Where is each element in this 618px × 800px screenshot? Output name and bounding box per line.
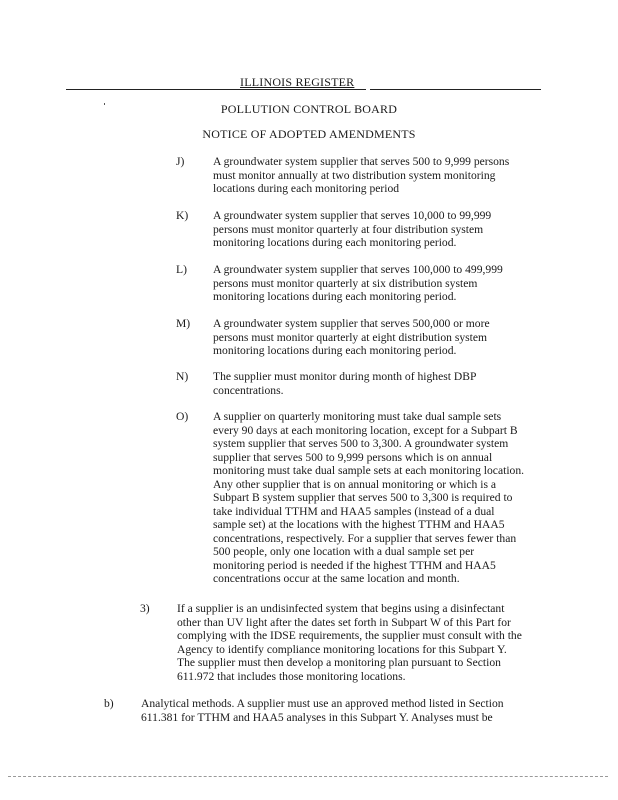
item-text: A groundwater system supplier that serves 100,000 to 499,999 persons must monitor quarterly at six distribution system monitoring locations during each monitoring period.: [213, 263, 503, 303]
item-text: The supplier must monitor during month of highest DBP concentrations.: [213, 370, 477, 397]
board-title: POLLUTION CONTROL BOARD: [220, 102, 398, 116]
register-title: ILLINOIS REGISTER: [240, 75, 355, 89]
notice-title: NOTICE OF ADOPTED AMENDMENTS: [202, 127, 416, 141]
item-marker: O): [176, 410, 189, 423]
paragraph-text: If a supplier is an undisinfected system that begins using a disinfectant other than UV light after the dates set forth in Subpart W of this Part for complying with the IDSE requirements, the supplier must consult with the Agency to identify compliance monitoring locations for this Subpart Y. The supplier must then develop a monitoring plan pursuant to Section 611.972 that includes those monitoring locations.: [177, 602, 522, 683]
item-text: A groundwater system supplier that serves 500,000 or more persons must monitor quarterly at eight distribution system monitoring locations during each monitoring period.: [213, 317, 490, 357]
scan-edge-rule: [8, 776, 608, 777]
header-rule-right: [370, 89, 541, 90]
paragraph-text: Analytical methods. A supplier must use an approved method listed in Section 611.381 for TTHM and HAA5 analyses in this Subpart Y. Analyses must be: [141, 697, 504, 724]
paragraph-marker: b): [104, 697, 114, 710]
item-marker: N): [176, 370, 189, 383]
item-marker: K): [176, 209, 189, 222]
item-text: A groundwater system supplier that serves 500 to 9,999 persons must monitor annually at two distribution system monitoring locations during each monitoring period: [213, 155, 510, 195]
paragraph-marker: 3): [140, 602, 150, 615]
item-text: A groundwater system supplier that serves 10,000 to 99,999 persons must monitor quarterly at four distribution system monitoring locations during each monitoring period.: [213, 209, 492, 249]
item-marker: M): [176, 317, 191, 330]
item-text: A supplier on quarterly monitoring must take dual sample sets every 90 days at each monitoring location, except for a Subpart B system supplier that serves 500 to 3,300. A groundwater system supplier that serves 500 to 9,999 persons which is on annual monitoring must take dual sample sets at each monitoring location. Any other supplier that is on annual monitoring or which is a Subpart B system supplier that serves 500 to 3,300 is required to take individual TTHM and HAA5 samples (instead of a dual sample set) at the locations with the highest TTHM and HAA5 concentrations, respectively. For a supplier that serves fewer than 500 people, only one location with a dual sample set per monitoring period is needed if the highest TTHM and HAA5 concentrations occur at the same location and month.: [213, 410, 525, 585]
item-marker: L): [176, 263, 187, 276]
item-marker: J): [176, 155, 185, 168]
